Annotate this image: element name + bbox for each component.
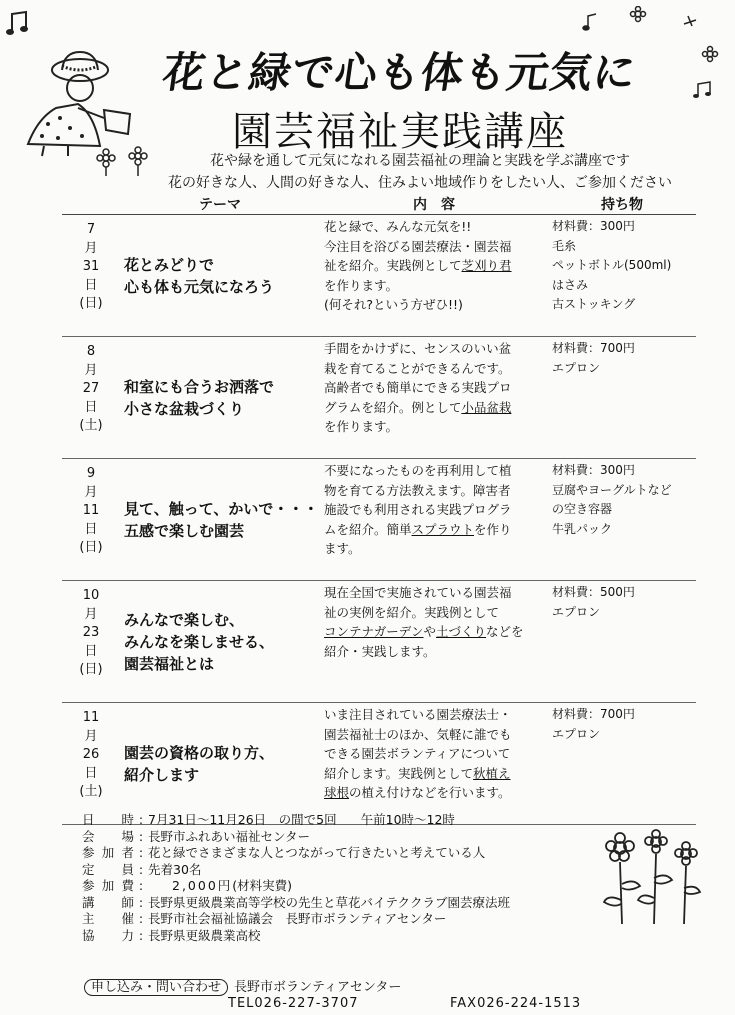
info-label: 協力 xyxy=(82,927,134,943)
session-theme xyxy=(120,337,320,459)
info-label: 会場 xyxy=(82,828,134,844)
item: 牛乳パック xyxy=(552,521,613,536)
underlined-term: 土づくり xyxy=(436,624,487,639)
event-info xyxy=(82,812,642,944)
content-line: 今注目を浴びる園芸療法・園芸福 xyxy=(324,238,512,254)
day: 31 xyxy=(82,259,100,274)
info-label: 定員 xyxy=(82,861,134,877)
month: 10 xyxy=(82,588,100,603)
month-unit: 月 xyxy=(84,240,98,256)
day: 23 xyxy=(82,625,100,640)
month-unit: 月 xyxy=(84,484,98,500)
info-time: 午前10時～12時 xyxy=(360,812,455,827)
month: 7 xyxy=(86,222,96,237)
item: 材料費：300円 xyxy=(552,219,635,233)
content-line xyxy=(324,520,542,540)
day-unit: 日 xyxy=(84,277,98,293)
content-column-header: 内 容 xyxy=(320,194,548,215)
content-line: 不要になったものを再利用して植 xyxy=(324,463,512,478)
content-line: 現在全国で実施されている園芸福 xyxy=(324,585,512,600)
day-unit: 日 xyxy=(84,521,98,537)
theme-line: 花とみどりで xyxy=(124,255,215,274)
underlined-term: 小品盆栽 xyxy=(461,399,512,415)
session-content xyxy=(320,581,548,703)
day: 26 xyxy=(82,747,100,762)
content-line: (何それ?という方ぜひ!!) xyxy=(324,297,463,312)
session-items xyxy=(548,337,696,459)
content-line: 施設でも利用される実践プログラ xyxy=(324,502,512,517)
theme-line: 園芸福祉とは xyxy=(124,654,215,673)
item: 材料費：700円 xyxy=(552,707,635,721)
music-note-icon xyxy=(6,10,30,38)
content-line: 物を育てる方法教えます。障害者 xyxy=(324,482,511,498)
item: 豆腐やヨーグルトなど xyxy=(552,482,672,497)
theme-line: 小さな盆栽づくり xyxy=(124,399,245,418)
info-value: 先着30名 xyxy=(148,861,202,877)
content-line: 祉の実例を紹介。実践例として xyxy=(324,604,500,620)
info-organizer: 主催 : 長野市社会福祉協議会 長野市ボランティアセンター xyxy=(82,911,447,926)
content-line: ます。 xyxy=(324,541,361,556)
theme-line: 園芸の資格の取り方、 xyxy=(124,743,275,762)
intro-line-2: 花の好きな人、人間の好きな人、住みよい地域作りをしたい人、ご参加ください xyxy=(168,175,672,191)
item: の空き容器 xyxy=(552,502,613,516)
contact-line xyxy=(84,976,401,995)
month-unit: 月 xyxy=(84,606,98,622)
session-items xyxy=(548,581,696,703)
info-datetime: 日時 : 7月31日～11月26日 の間で5回 午前10時～12時 xyxy=(82,812,455,827)
content-line: いま注目されている園芸療法士・ xyxy=(324,707,512,722)
contact-tel: TEL026-227-3707 xyxy=(228,996,359,1011)
month: 9 xyxy=(86,466,96,481)
info-label: 日時 xyxy=(82,812,134,827)
info-value: 長野県更級農業高等学校の先生と草花バイテククラブ園芸療法班 xyxy=(148,894,511,910)
underlined-term: 秋植え xyxy=(473,765,511,781)
session-items xyxy=(548,703,696,825)
content-text: 祉を紹介。実践例として xyxy=(324,258,462,273)
table-row xyxy=(62,581,696,703)
session-items xyxy=(548,215,696,337)
session-content xyxy=(320,215,548,337)
content-text: などを xyxy=(486,624,524,639)
underlined-term: 芝刈り君 xyxy=(461,258,512,273)
item: はさみ xyxy=(552,277,589,292)
info-cooperation: 協力 : 長野県更級農業高校 xyxy=(82,927,261,943)
info-label: 主催 xyxy=(82,911,134,926)
content-line: を作ります。 xyxy=(324,419,399,434)
content-line: 園芸福祉士のほか、気軽に誰でも xyxy=(324,726,512,742)
month-unit: 月 xyxy=(84,728,98,744)
info-label: 参加費 xyxy=(82,878,134,893)
item: ペットボトル(500ml) xyxy=(552,258,672,272)
content-text: や xyxy=(423,624,437,639)
content-text: 紹介します。実践例として xyxy=(324,765,474,781)
month: 11 xyxy=(82,710,100,725)
theme-line: みんなを楽しませる、 xyxy=(124,632,275,651)
session-theme xyxy=(120,215,320,337)
contact-label: 申し込み・問い合わせ xyxy=(84,979,228,996)
session-content xyxy=(320,459,548,581)
intro-line-1: 花や緑を通して元気になれる園芸福祉の理論と実践を学ぶ講座です xyxy=(210,153,630,169)
contact-fax: FAX026-224-1513 xyxy=(450,996,582,1011)
info-value: 7月31日～11月26日 の間で5回 xyxy=(148,812,337,827)
item: 材料費：700円 xyxy=(552,341,635,355)
session-theme xyxy=(120,581,320,703)
contact-numbers xyxy=(228,996,648,1011)
item: 材料費：500円 xyxy=(552,585,635,599)
month: 8 xyxy=(86,344,96,359)
info-value: 花と緑でさまざまな人とつながって行きたいと考えている人 xyxy=(148,845,486,860)
info-eligibility: 参加者 : 花と緑でさまざまな人とつながって行きたいと考えている人 xyxy=(82,845,486,860)
content-line: 花と緑で、みんな元気を!! xyxy=(324,219,472,234)
theme-line: 和室にも合うお洒落で xyxy=(124,377,275,396)
content-line xyxy=(324,256,542,276)
content-line: 栽を育てることができるんです。 xyxy=(324,360,511,376)
weekday: (日) xyxy=(79,296,103,311)
info-label: 参加者 xyxy=(82,845,134,860)
day-unit: 日 xyxy=(84,399,98,415)
content-text: を作り xyxy=(474,521,512,537)
item: 材料費：300円 xyxy=(552,463,635,477)
session-theme xyxy=(120,703,320,825)
table-row xyxy=(62,215,696,337)
contact-org: 長野市ボランティアセンター xyxy=(234,980,402,995)
info-value: 長野市社会福祉協議会 長野市ボランティアセンター xyxy=(148,911,447,926)
session-theme xyxy=(120,459,320,581)
info-value: 長野県更級農業高校 xyxy=(148,927,261,943)
session-date xyxy=(62,459,120,581)
underlined-term: スプラウト xyxy=(411,521,475,537)
day: 11 xyxy=(82,503,100,518)
info-capacity: 定員 : 先着30名 xyxy=(82,861,202,877)
day-unit: 日 xyxy=(84,643,98,659)
content-line: できる園芸ボランティアについて xyxy=(324,746,511,761)
content-text: ムを紹介。簡単 xyxy=(324,521,412,537)
theme-line: みんなで楽しむ、 xyxy=(124,610,245,629)
session-date xyxy=(62,703,120,825)
weekday: (土) xyxy=(79,784,103,799)
content-text: の植え付けなどを行います。 xyxy=(349,785,511,800)
info-fee: 参加費 : 2,000円(材料実費) xyxy=(82,878,293,893)
info-note: (材料実費) xyxy=(232,878,293,893)
item: 毛糸 xyxy=(552,238,577,253)
headline: 花と緑で心も体も元気に xyxy=(159,48,640,97)
theme-line: 心も体も元気になろう xyxy=(124,277,275,296)
info-value: 長野市ふれあい福祉センター xyxy=(148,828,311,844)
content-line xyxy=(324,398,542,418)
session-content xyxy=(320,337,548,459)
month-unit: 月 xyxy=(84,362,98,378)
content-text: グラムを紹介。例として xyxy=(324,399,462,415)
weekday: (土) xyxy=(79,418,103,433)
item: エプロン xyxy=(552,360,601,375)
theme-line: 紹介します xyxy=(124,765,200,784)
small-flowers-icon xyxy=(96,146,152,176)
item: エプロン xyxy=(552,604,601,619)
session-items xyxy=(548,459,696,581)
content-line: を作ります。 xyxy=(324,277,399,293)
content-line xyxy=(324,764,542,784)
info-label: 講師 xyxy=(82,894,134,910)
item: 古ストッキング xyxy=(552,297,636,311)
info-instructor: 講師 : 長野県更級農業高等学校の先生と草花バイテククラブ園芸療法班 xyxy=(82,894,511,910)
theme-line: 五感で楽しむ園芸 xyxy=(124,521,245,540)
content-line: 紹介・実践します。 xyxy=(324,643,436,659)
table-header-row xyxy=(62,194,696,215)
session-content xyxy=(320,703,548,825)
info-value: 2,000円 xyxy=(172,878,233,893)
schedule-table xyxy=(62,194,696,825)
weekday: (日) xyxy=(79,662,103,677)
table-row xyxy=(62,337,696,459)
underlined-term: コンテナガーデン xyxy=(324,624,424,639)
items-column-header: 持ち物 xyxy=(548,194,696,215)
session-date xyxy=(62,581,120,703)
theme-line: 見て、触って、かいで・・・ xyxy=(124,499,319,518)
content-line xyxy=(324,783,542,803)
session-date xyxy=(62,337,120,459)
content-line: 高齢者でも簡単にできる実践プロ xyxy=(324,380,512,395)
content-line: 手間をかけずに、センスのいい盆 xyxy=(324,341,512,356)
item: エプロン xyxy=(552,726,601,741)
girl-watering-illustration xyxy=(8,48,138,158)
weekday: (日) xyxy=(79,540,103,555)
underlined-term: 球根 xyxy=(324,785,350,800)
content-line xyxy=(324,622,542,642)
date-column-header xyxy=(62,194,120,215)
table-row xyxy=(62,459,696,581)
day: 27 xyxy=(82,381,100,396)
table-row xyxy=(62,703,696,825)
day-unit: 日 xyxy=(84,765,98,781)
session-date xyxy=(62,215,120,337)
info-venue: 会場 : 長野市ふれあい福祉センター xyxy=(82,828,311,844)
theme-column-header: テーマ xyxy=(120,194,320,215)
page-title: 園芸福祉実践講座 xyxy=(232,109,568,155)
